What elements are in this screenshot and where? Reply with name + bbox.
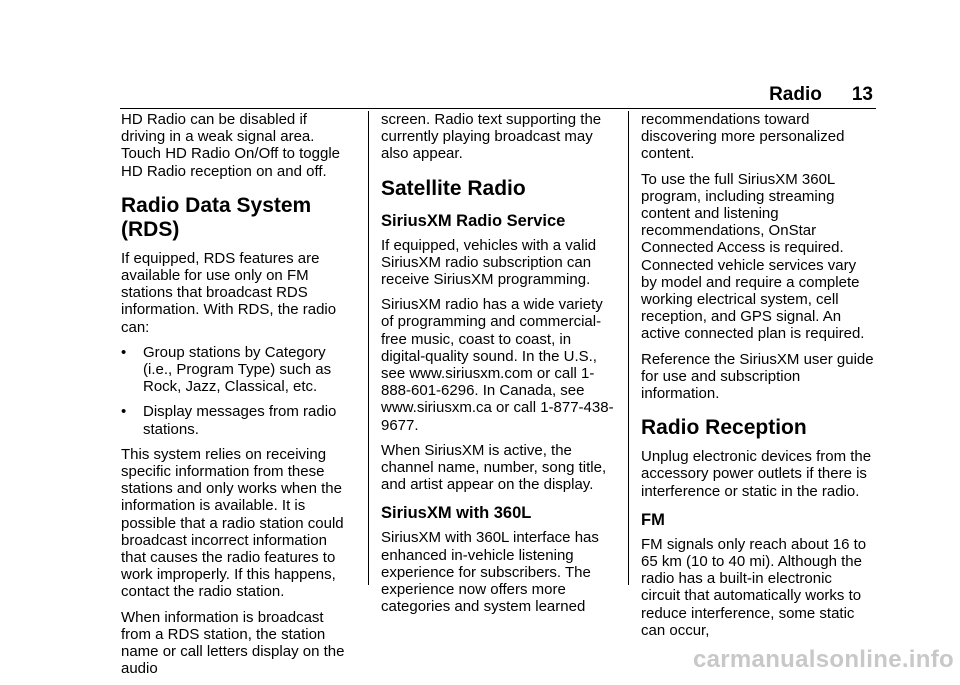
paragraph: screen. Radio text supporting the currently playing broadcast may also appear. [381, 111, 602, 163]
page-header [769, 84, 873, 106]
paragraph: SiriusXM radio has a wide variety of programming and commercial-free music, coast to coast, in digital-quality sound. In the U.S., see www.siriusxm.com or call 1-888-601-6296. In Canada, see www.siriusxm.ca or call 1-877-438-9677. [381, 296, 614, 434]
paragraph: To use the full SiriusXM 360L program, including streaming content and listening recommendations, OnStar Connected Access is required. Connected vehicle services vary by model and require a complete working electrical system, cell reception, and GPS signal. An active connected plan is required. [641, 170, 865, 343]
column-1 [121, 111, 354, 685]
section-title: Radio [769, 84, 822, 105]
paragraph: When information is broadcast from a RDS station, the station name or call letters display on the audio [121, 608, 345, 678]
paragraph: When SiriusXM is active, the channel name, number, song title, and artist appear on the display. [381, 441, 607, 494]
column-3 [641, 111, 874, 647]
paragraph: FM signals only reach about 16 to 65 km (10 to 40 mi). Although the radio has a built-in electronic circuit that automatically works to reduce interference, some static can occur, [641, 535, 867, 639]
paragraph: If equipped, RDS features are available for use only on FM stations that broadcast RDS information. With RDS, the radio can: [121, 249, 337, 336]
page-number: 13 [851, 84, 873, 105]
bullet-mark: • [121, 403, 127, 421]
column-divider [628, 111, 629, 585]
heading-rds: Radio Data System (RDS) [121, 193, 312, 241]
header-divider [120, 108, 876, 109]
bullet-item [121, 344, 354, 396]
bullet-text: Display messages from radio stations. [143, 403, 337, 438]
paragraph: Reference the SiriusXM user guide for use and subscription information. [641, 350, 874, 403]
subheading-siriusxm-360l: SiriusXM with 360L [381, 504, 532, 523]
watermark: carmanualsonline.info [692, 646, 954, 673]
column-divider [368, 111, 369, 585]
heading-satellite-radio: Satellite Radio [381, 176, 526, 200]
paragraph: HD Radio can be disabled if driving in a weak signal area. Touch HD Radio On/Off to toggle HD Radio reception on and off. [121, 111, 341, 180]
paragraph: Unplug electronic devices from the accessory power outlets if there is interference or static in the radio. [641, 448, 872, 500]
bullet-item [121, 403, 354, 437]
subheading-siriusxm-service: SiriusXM Radio Service [381, 211, 566, 230]
paragraph: recommendations toward discovering more personalized content. [641, 111, 845, 163]
paragraph: This system relies on receiving specific information from these stations and only works when the information is available. It is possible that a radio station could broadcast incorrect information that causes the radio features to work improperly. If this happens, contact the radio station. [121, 445, 344, 601]
paragraph: SiriusXM with 360L interface has enhanced in-vehicle listening experience for subscribers. The experience now offers more categories and system learned [381, 529, 599, 616]
bullet-mark: • [121, 343, 127, 361]
subheading-fm: FM [641, 510, 665, 529]
heading-radio-reception: Radio Reception [641, 416, 807, 440]
paragraph: If equipped, vehicles with a valid SiriusXM radio subscription can receive SiriusXM programming. [381, 236, 597, 289]
column-2 [381, 111, 614, 623]
bullet-text: Group stations by Category (i.e., Program Type) such as Rock, Jazz, Classical, etc. [143, 343, 332, 396]
